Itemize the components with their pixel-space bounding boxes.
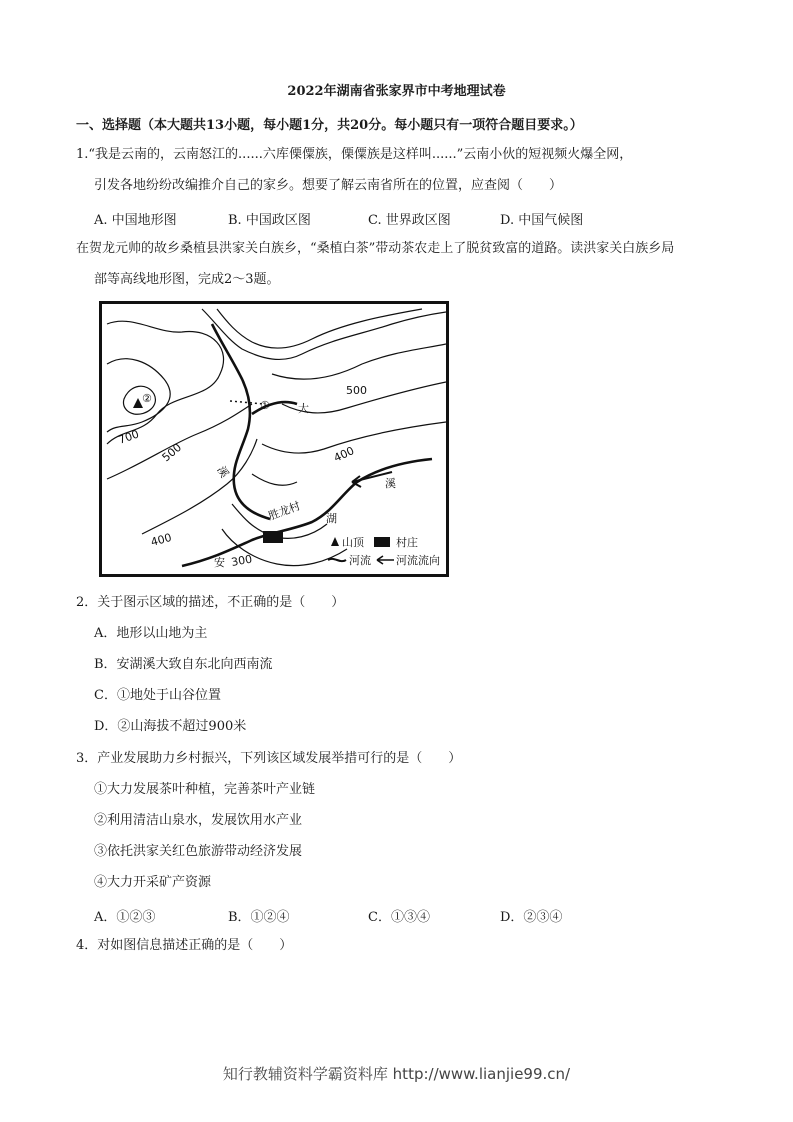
- village-marker: [263, 531, 283, 543]
- q2-option-b[interactable]: B．安湖溪大致自东北向西南流: [94, 657, 273, 672]
- q2-option-d[interactable]: D．②山海拔不超过900米: [94, 719, 247, 734]
- q3-item-2: ②利用清洁山泉水，发展饮用水产业: [94, 813, 303, 828]
- river-char-da: 大: [298, 402, 309, 415]
- q2-option-a[interactable]: A．地形以山地为主: [94, 626, 208, 641]
- contour-map: [99, 301, 449, 577]
- q3-option-b[interactable]: B．①②④: [228, 910, 290, 925]
- contour-label-300: 300: [230, 552, 254, 569]
- q3-option-d[interactable]: D．②③④: [500, 910, 563, 925]
- intro-line2: 部等高线地形图，完成2～3题。: [94, 272, 280, 287]
- river-char-an: 安: [214, 556, 225, 569]
- legend-village-icon: [374, 537, 390, 547]
- contour-label-400-west: 400: [149, 530, 174, 549]
- legend-river-icon: [328, 559, 346, 561]
- legend-peak-icon: [331, 537, 339, 546]
- legend-river-label: 河流: [349, 554, 371, 567]
- q1-option-c[interactable]: C. 世界政区图: [368, 213, 451, 228]
- point-label: ①: [260, 399, 270, 412]
- q3-option-c[interactable]: C．①③④: [368, 910, 430, 925]
- section-heading: 一、选择题（本大题共13小题，每小题1分，共20分。每小题只有一项符合题目要求。）: [76, 118, 583, 133]
- q1-option-d[interactable]: D. 中国气候图: [500, 213, 584, 228]
- village-name: 胜龙村: [266, 499, 303, 523]
- footer-watermark: 知行教辅资料学霸资料库 http://www.lianjie99.cn/: [222, 1065, 571, 1083]
- contour-label-400-east: 400: [331, 444, 357, 465]
- river-char-xi: 溪: [385, 477, 396, 490]
- contour-label-700: 700: [116, 427, 141, 447]
- peak-label: ②: [142, 392, 152, 405]
- legend-peak-label: 山顶: [342, 536, 364, 549]
- q4-stem: 4．对如图信息描述正确的是（ ）: [76, 938, 293, 953]
- q3-stem: 3．产业发展助力乡村振兴，下列该区域发展举措可行的是（ ）: [76, 751, 462, 766]
- q1-option-b[interactable]: B. 中国政区图: [228, 213, 311, 228]
- contour-label-500-west: 500: [159, 440, 185, 465]
- q3-item-3: ③依托洪家关红色旅游带动经济发展: [94, 844, 303, 859]
- contour-label-500-east: 500: [346, 384, 367, 397]
- q3-item-1: ①大力发展茶叶种植，完善茶叶产业链: [94, 782, 316, 797]
- legend-flow-icon: [377, 556, 394, 564]
- q3-item-4: ④大力开采矿产资源: [94, 875, 212, 890]
- legend-flow-label: 河流流向: [396, 554, 440, 567]
- legend-village-label: 村庄: [396, 536, 418, 549]
- river-char-xi-2: 溪: [214, 464, 232, 481]
- q2-option-c[interactable]: C．①地处于山谷位置: [94, 688, 221, 703]
- q3-option-a[interactable]: A．①②③: [94, 910, 156, 925]
- river-char-hu: 湖: [326, 512, 337, 525]
- intro-line1: 在贺龙元帅的故乡桑植县洪家关白族乡，“桑植白茶”带动茶农走上了脱贫致富的道路。读洪家关白族乡局: [76, 241, 675, 256]
- q1-option-a[interactable]: A. 中国地形图: [94, 213, 177, 228]
- page-title: 2022年湖南省张家界市中考地理试卷: [287, 84, 506, 99]
- contour-map-drawing: [102, 304, 446, 574]
- q1-stem-line1: 1.“我是云南的，云南怒江的......六库傈僳族，傈僳族是这样叫......”云南小伙的短视频火爆全网，: [76, 147, 633, 162]
- q1-stem-line2: 引发各地纷纷改编推介自己的家乡。想要了解云南省所在的位置，应查阅（ ）: [94, 178, 563, 193]
- q2-stem: 2．关于图示区域的描述，不正确的是（ ）: [76, 595, 345, 610]
